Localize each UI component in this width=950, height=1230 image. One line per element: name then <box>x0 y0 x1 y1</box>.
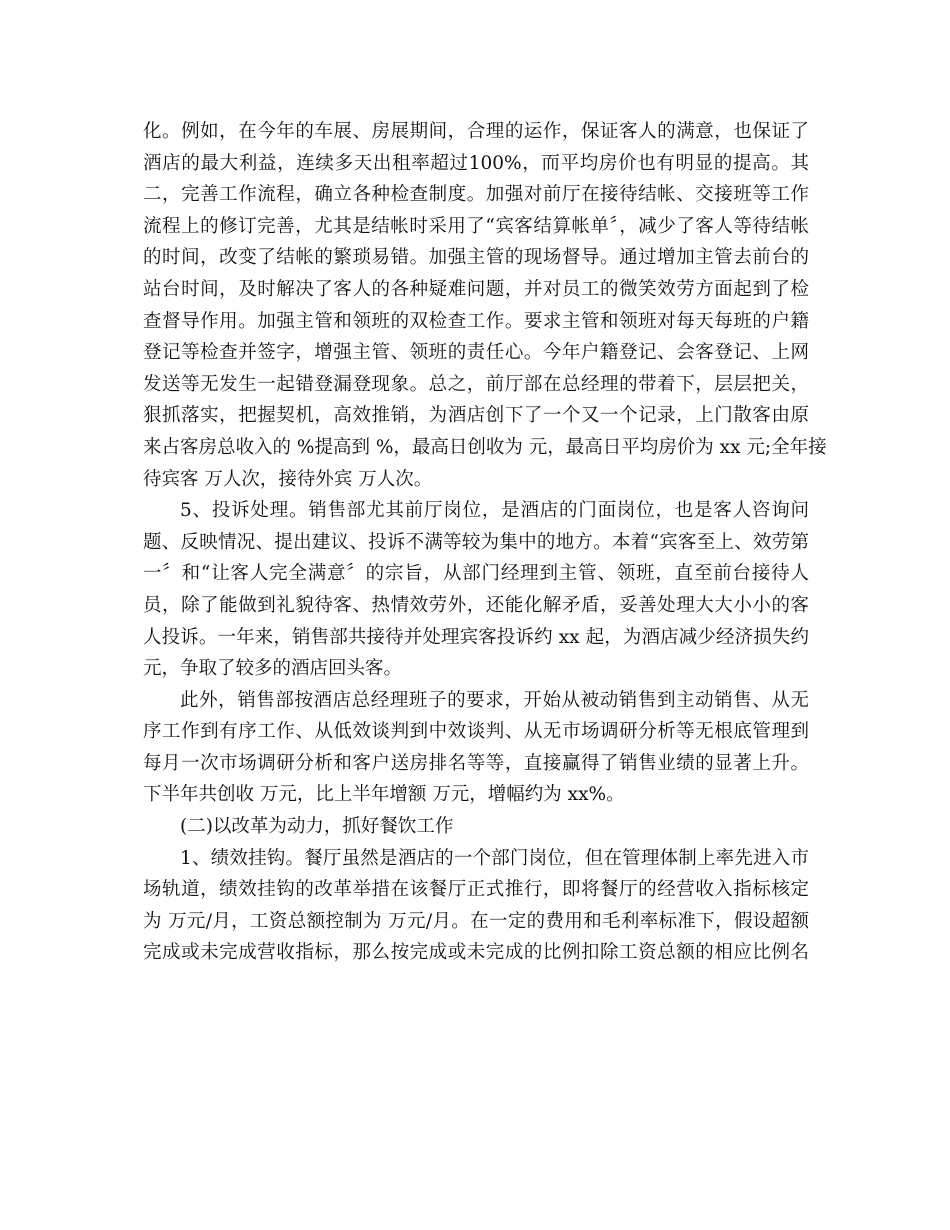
text-line: 站台时间，及时解决了客人的各种疑难问题，并对员工的微笑效劳方面起到了检 <box>143 278 809 300</box>
paragraph-front-office-summary <box>143 116 827 495</box>
text-line: 题、反映情况、提出建议、投诉不满等较为集中的地方。本着“宾客至上、效劳第 <box>143 531 809 553</box>
text-line: 5、投诉处理。销售部尤其前厅岗位，是酒店的门面岗位，也是客人咨询问 <box>180 500 809 522</box>
text-line: 查督导作用。加强主管和领班的双检查工作。要求主管和领班对每天每班的户籍 <box>143 310 809 332</box>
document-body <box>143 116 827 969</box>
text-line: 为 万元/月，工资总额控制为 万元/月。在一定的费用和毛利率标准下，假设超额 <box>143 910 809 932</box>
text-line: 来占客房总收入的 %提高到 %，最高日创收为 元，最高日平均房价为 xx 元;全年接 <box>143 436 827 458</box>
paragraph-performance-linkage <box>143 843 809 969</box>
paragraph-sales-department <box>143 685 809 811</box>
text-line: 化。例如，在今年的车展、房展期间，合理的运作，保证客人的满意，也保证了 <box>143 121 809 142</box>
text-line: 二，完善工作流程，确立各种检查制度。加强对前厅在接待结帐、交接班等工作 <box>143 184 809 206</box>
text-line: 1、绩效挂钩。餐厅虽然是酒店的一个部门岗位，但在管理体制上率先进入市 <box>180 847 809 869</box>
text-line: 发送等无发生一起错登漏登现象。总之，前厅部在总经理的带着下，层层把关， <box>143 373 809 395</box>
text-line: 元，争取了较多的酒店回头客。 <box>143 658 403 680</box>
text-line: 此外，销售部按酒店总经理班子的要求，开始从被动销售到主动销售、从无 <box>180 689 809 711</box>
text-line: 人投诉。一年来，销售部共接待并处理宾客投诉约 xx 起，为酒店减少经济损失约 <box>143 626 809 648</box>
text-line: 下半年共创收 万元，比上半年增额 万元，增幅约为 xx%。 <box>143 784 625 806</box>
text-line: 狠抓落实，把握契机，高效推销，为酒店创下了一个又一个记录，上门散客由原 <box>143 405 809 427</box>
text-line: 待宾客 万人次，接待外宾 万人次。 <box>143 468 433 490</box>
text-line: 每月一次市场调研分析和客户送房排名等等，直接赢得了销售业绩的显著上升。 <box>143 752 809 774</box>
text-line: 员，除了能做到礼貌待客、热情效劳外，还能化解矛盾，妥善处理大大小小的客 <box>143 594 809 616</box>
paragraph-complaint-handling <box>143 495 809 685</box>
text-line: 场轨道，绩效挂钩的改革举措在该餐厅正式推行，即将餐厅的经营收入指标核定 <box>143 879 809 901</box>
text-line: 序工作到有序工作、从低效谈判到中效谈判、从无市场调研分析等无根底管理到 <box>143 721 809 743</box>
text-line: (二)以改革为动力，抓好餐饮工作 <box>180 816 454 838</box>
section-heading-catering <box>143 811 809 843</box>
text-line: 的时间，改变了结帐的繁琐易错。加强主管的现场督导。通过增加主管去前台的 <box>143 247 809 269</box>
text-line: 酒店的最大利益，连续多天出租率超过100%，而平均房价也有明显的提高。其 <box>143 152 809 174</box>
text-line: 一〞和“让客人完全满意〞的宗旨，从部门经理到主管、领班，直至前台接待人 <box>143 563 809 585</box>
text-line: 登记等检查并签字，增强主管、领班的责任心。今年户籍登记、会客登记、上网 <box>143 342 809 364</box>
text-line: 流程上的修订完善，尤其是结帐时采用了“宾客结算帐单〞，减少了客人等待结帐 <box>143 215 809 237</box>
text-line: 完成或未完成营收指标，那么按完成或未完成的比例扣除工资总额的相应比例名 <box>143 942 809 964</box>
